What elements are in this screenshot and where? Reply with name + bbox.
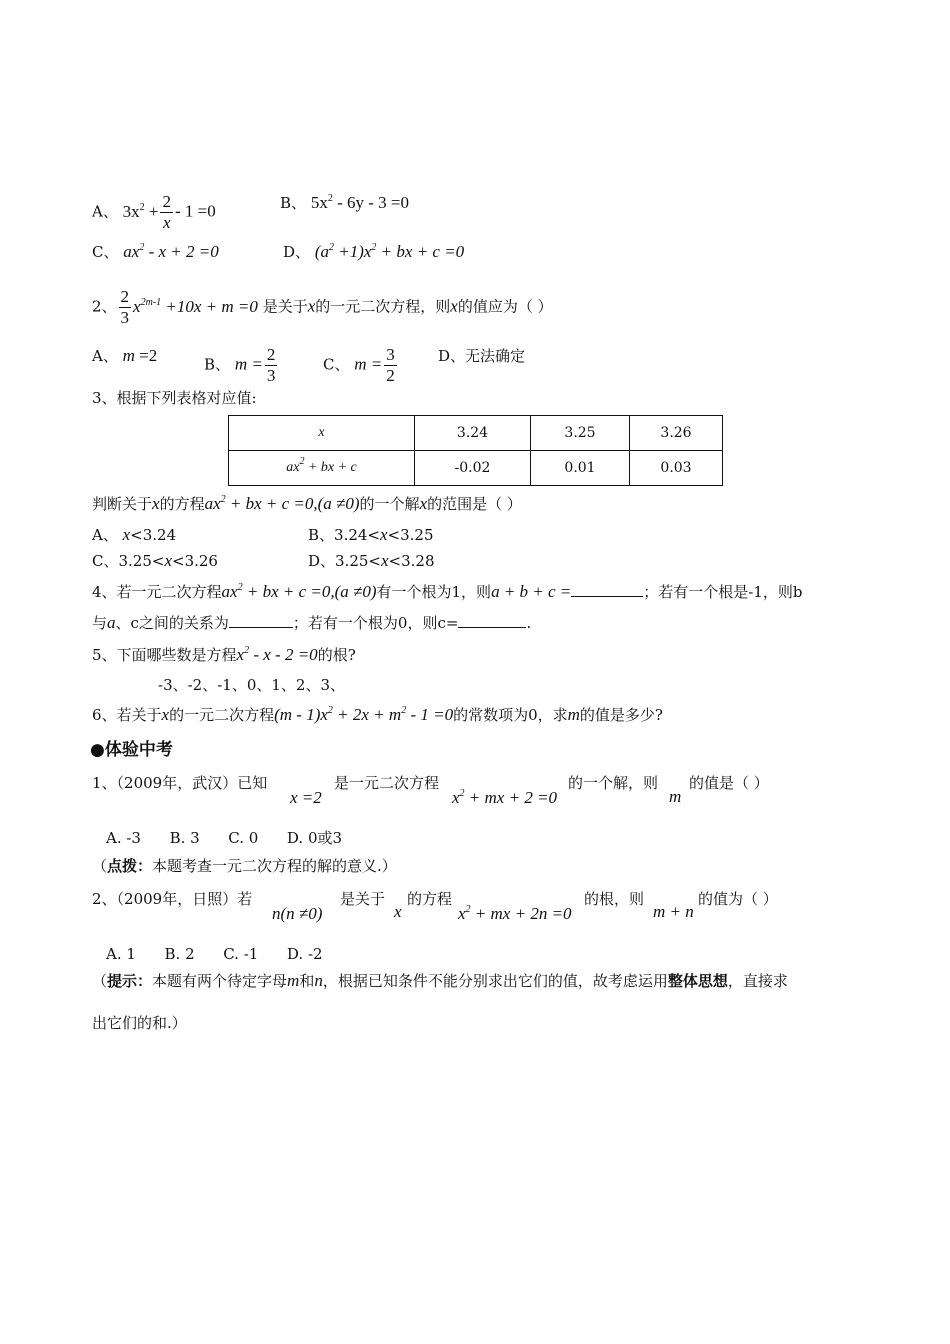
e1-expr: $x^2$ + mx + 2 =0: [452, 788, 558, 807]
q6-var: x: [161, 705, 170, 724]
q3-judge-text3: 的一个解: [359, 495, 420, 513]
q5-number-list: -3、-2、-1、0、1、2、3、: [158, 676, 346, 694]
e2-text4: 的根，则: [584, 890, 645, 908]
q2-option-d: D、无法确定: [438, 347, 526, 365]
q2-option-b: [204, 345, 279, 386]
hint-label: 点拨：: [107, 857, 153, 875]
q4-text6: ；若有一个根为0，则c=: [292, 614, 459, 632]
q5-stem: [92, 644, 356, 666]
option-label: A、: [92, 202, 118, 221]
option-label: D、: [283, 243, 311, 261]
q3-option-a: [92, 524, 176, 546]
q3-var: x: [381, 551, 389, 570]
q3-c-rest: <3.26: [172, 552, 218, 570]
q4-sum: a + b + c =: [491, 582, 572, 601]
q6-stem: [92, 704, 663, 726]
q2-fraction: $\frac{2}{3}$: [120, 287, 130, 327]
q4-expr: $ax^2$ + bx + c =0,(a ≠0): [221, 582, 377, 601]
section-title: ●体验中考: [90, 740, 173, 760]
q4-line1: [92, 581, 803, 603]
q3-judge: [92, 493, 522, 515]
q1-option-c: [92, 241, 219, 263]
q6-text3: 的常数项为0，求: [453, 706, 568, 724]
q2-option-c: [323, 345, 399, 386]
q6-text2: 的一元二次方程: [169, 706, 275, 724]
hint-text4: ，直接求: [727, 972, 788, 990]
hint-var-m: m: [287, 971, 300, 990]
e2-text5: 的值为（ ）: [698, 890, 778, 908]
q2-a-rest: =2: [134, 346, 158, 365]
e2-text1: 2、（2009年，日照）若: [92, 890, 253, 908]
e1-stem: [92, 772, 267, 794]
table-row: [229, 416, 723, 451]
e2-sum: m + n: [653, 902, 694, 921]
hint-var-n: n: [314, 971, 323, 990]
hint-label: 提示：: [107, 972, 153, 990]
q2-var: x: [450, 296, 458, 316]
table-cell: 3.26: [630, 416, 723, 451]
q3-judge-text4: 的范围是（ ）: [427, 495, 522, 513]
answer-blank[interactable]: [571, 582, 643, 597]
e1-hint: （点拨：本题考查一元二次方程的解的意义.）: [92, 857, 397, 875]
option-label: B、: [280, 194, 307, 212]
table-row: [229, 451, 723, 486]
q5-expr: $x^2 - x - 2 =0$: [236, 645, 318, 664]
e2-var-x: x: [394, 902, 402, 921]
q1-d-expr: $(a^2 +1)x^2$ + bx + c =0: [314, 242, 465, 261]
option-label: C、3.25<: [92, 552, 165, 570]
option-label: A、: [92, 526, 118, 544]
table-expr-cell: $ax^2$ + bx + c: [229, 451, 415, 486]
q1-option-b: [280, 192, 409, 214]
q3-intro: 3、根据下列表格对应值:: [92, 389, 257, 407]
q5-text2: 的根?: [317, 646, 356, 664]
e1-condition: x =2: [290, 788, 322, 807]
q3-var: x: [152, 494, 160, 513]
hint-text1: 本题有两个待定字母: [152, 972, 288, 990]
q4-var-a: a: [107, 613, 116, 632]
e2-text3: 的方程: [407, 890, 453, 908]
q3-d-rest: <3.28: [388, 552, 435, 570]
q6-text4: 的值是多少?: [579, 706, 663, 724]
q3-var: x: [122, 525, 131, 544]
q1-a-fraction: $\frac{2}{x}$: [162, 192, 171, 232]
table-cell: 3.25: [531, 416, 630, 451]
q3-b-rest: <3.25: [387, 526, 434, 544]
q6-text1: 6、若关于: [92, 706, 162, 724]
q2-text1: 是关于: [262, 297, 308, 316]
q3-value-table: [228, 415, 723, 486]
hint-text3: ，根据已知条件不能分别求出它们的值，故考虑运用: [322, 972, 668, 990]
q2-c-fraction: $\frac{3}{2}$: [386, 345, 395, 385]
q1-a-expr-part2: - 1 =0: [174, 201, 216, 221]
e2-text2: 是关于: [340, 890, 386, 908]
q5-text1: 5、下面哪些数是方程: [92, 646, 237, 664]
e1-text1: 1、（2009年，武汉）已知: [92, 774, 268, 792]
table-cell: 0.03: [630, 451, 723, 486]
option-label: A、: [92, 347, 118, 365]
e1-text4: 的值是（ ）: [689, 774, 769, 792]
q3-judge-text1: 判断关于: [92, 495, 153, 513]
option-label: C、: [92, 243, 119, 261]
e1-options: A. -3 B. 3 C. 0 D. 0或3: [106, 829, 343, 847]
q2-expr: $x^{2m-1} +10x + m =0$: [133, 296, 258, 316]
table-cell: -0.02: [415, 451, 531, 486]
q3-judge-text2: 的方程: [159, 495, 205, 513]
q2-text2: 的一元二次方程，则: [315, 297, 451, 316]
q3-var: x: [380, 525, 388, 544]
q2-b-var: m =: [234, 354, 263, 374]
q2-b-fraction: $\frac{2}{3}$: [266, 345, 276, 385]
q1-a-expr-part1: $3x^2$ +: [122, 201, 159, 221]
e2-expr: $x^2$ + mx + 2n =0: [458, 904, 572, 923]
q4-text1: 4、若一元二次方程: [92, 583, 222, 601]
q2-var: x: [307, 296, 316, 316]
question-number: 2、: [92, 297, 117, 316]
q1-option-d: [283, 241, 464, 263]
option-label: D、3.25<: [308, 552, 381, 570]
q2-a-var: m: [122, 346, 135, 365]
e1-text3: 的一个解，则: [568, 774, 659, 792]
q4-text7: .: [526, 614, 532, 632]
q1-option-a: [92, 192, 216, 233]
e1-var-m: m: [669, 787, 682, 806]
answer-blank[interactable]: [229, 613, 293, 628]
e2-condition: n(n ≠0): [272, 904, 323, 923]
q3-option-b: [308, 524, 434, 546]
q3-option-d: [308, 550, 435, 572]
q3-judge-expr: $ax^2$ + bx + c =0,(a ≠0): [204, 494, 360, 513]
q3-a-rest: <3.24: [130, 526, 177, 544]
q6-expr: $(m - 1)x^2 + 2x + m^2 - 1 =0$: [274, 705, 454, 724]
e2-options: A. 1 B. 2 C. -1 D. -2: [106, 945, 323, 963]
q2-stem: [92, 287, 553, 328]
e1-text2: 是一元二次方程: [334, 774, 440, 792]
q6-var-m: m: [567, 705, 580, 724]
q2-text3: 的值应为（ ）: [457, 297, 553, 316]
table-cell: 3.24: [415, 416, 531, 451]
q4-text3: ；若有一个根是-1，则b: [643, 583, 803, 601]
q3-var: x: [164, 551, 172, 570]
q2-option-a: [92, 345, 157, 367]
q4-text4: 与: [92, 614, 108, 632]
hint-text: 本题考查一元二次方程的解的意义.）: [152, 857, 397, 875]
q4-line2: [92, 612, 531, 634]
hint-bold: 整体思想: [667, 972, 728, 990]
q4-text5: 、c之间的关系为: [115, 614, 229, 632]
option-label: C、: [323, 355, 350, 374]
q3-option-c: [92, 550, 218, 572]
q3-var: x: [419, 494, 428, 513]
option-label: B、3.24<: [308, 526, 380, 544]
q2-c-var: m =: [354, 354, 383, 374]
e2-hint-line2: 出它们的和.）: [92, 1014, 187, 1032]
table-header-x: x: [229, 416, 415, 451]
answer-blank[interactable]: [458, 613, 526, 628]
table-cell: 0.01: [531, 451, 630, 486]
q4-text2: 有一个根为1，则: [376, 583, 492, 601]
hint-text2: 和: [299, 972, 315, 990]
e2-hint: （提示：本题有两个待定字母m和n，根据已知条件不能分别求出它们的值，故考虑运用整体思想，直接求: [92, 971, 788, 990]
option-label: B、: [204, 355, 231, 374]
q1-c-expr: $ax^2 - x + 2 =0$: [123, 242, 219, 261]
q1-b-expr: $5x^2 - 6y - 3 =0$: [310, 193, 409, 212]
